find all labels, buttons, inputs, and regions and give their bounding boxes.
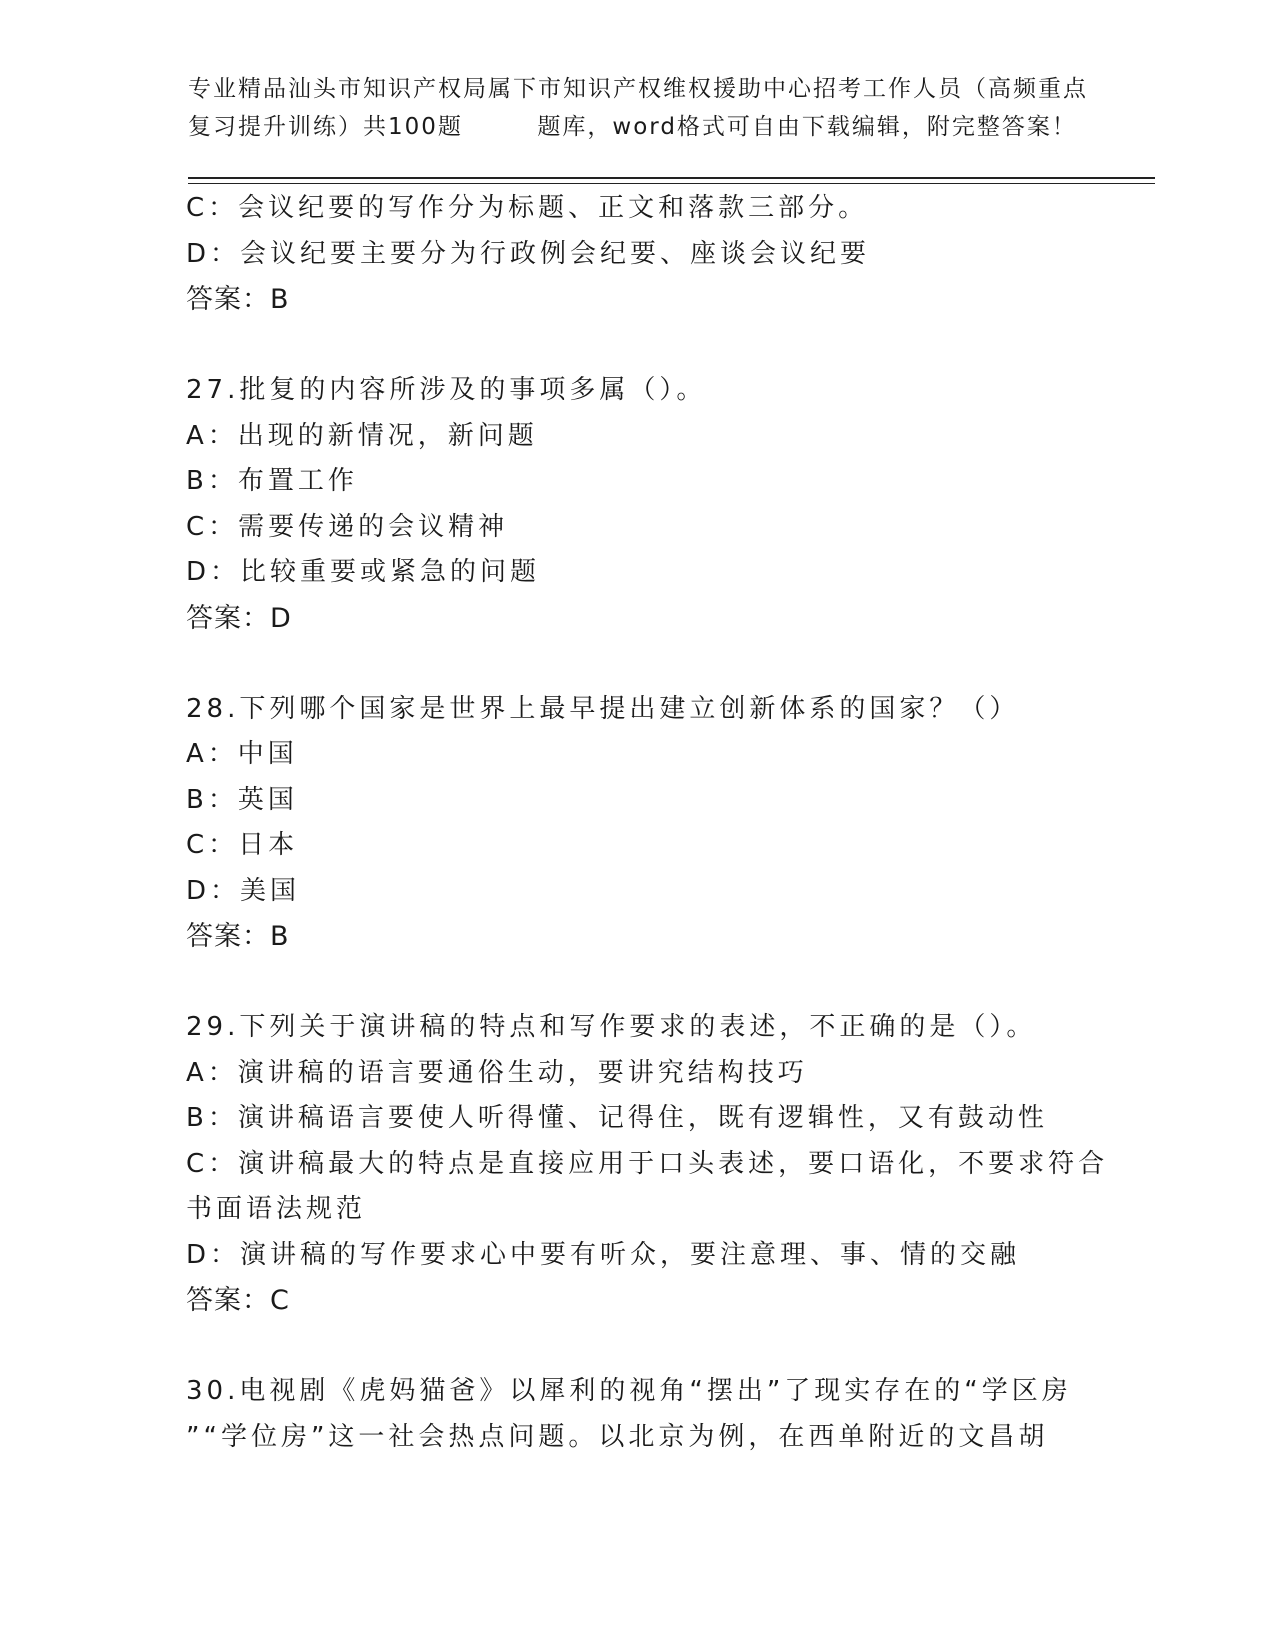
option-c: C：日本: [186, 830, 299, 860]
question-stem-continued: ”“学位房”这一社会热点问题。以北京为例，在西单附近的文昌胡: [186, 1421, 1049, 1452]
spacer: [186, 641, 1086, 687]
option-a: A：演讲稿的语言要通俗生动，要讲究结构技巧: [186, 1057, 808, 1088]
spacer: [186, 323, 1086, 369]
question-27: [186, 368, 1086, 641]
header-divider-thin: [188, 183, 1155, 184]
header-divider-thick: [188, 177, 1155, 179]
option-d: D：美国: [186, 875, 301, 906]
option-a: A：出现的新情况，新问题: [186, 420, 538, 451]
option-d: D：演讲稿的写作要求心中要有听众，要注意理、事、情的交融: [186, 1239, 1021, 1270]
spacer: [186, 960, 1086, 1006]
question-stem: 30.电视剧《虎妈猫爸》以犀利的视角“摆出”了现实存在的“学区房: [186, 1376, 1072, 1406]
question-28: [186, 687, 1086, 960]
question-30: [186, 1369, 1086, 1460]
question-stem: 29.下列关于演讲稿的特点和写作要求的表述，不正确的是（）。: [186, 1012, 1037, 1042]
option-c: C：需要传递的会议精神: [186, 511, 509, 542]
option-c-continued: 书面语法规范: [186, 1194, 367, 1224]
option-a: A：中国: [186, 739, 298, 769]
header-title-line-1: 专业精品汕头市知识产权局属下市知识产权维权援助中心招考工作人员（高频重点: [188, 76, 1088, 102]
option-d: D：比较重要或紧急的问题: [186, 557, 541, 587]
option-d: D：会议纪要主要分为行政例会纪要、座谈会议纪要: [186, 238, 871, 269]
question-29: [186, 1005, 1109, 1324]
option-c: C：会议纪要的写作分为标题、正文和落款三部分。: [186, 193, 869, 223]
answer-line: 答案：B: [186, 284, 290, 315]
answer-line: 答案：C: [186, 1285, 290, 1316]
question-list: [186, 186, 1109, 1460]
question-stem: 27.批复的内容所涉及的事项多属（）。: [186, 375, 707, 405]
document-header: [188, 70, 1088, 146]
option-b: B：英国: [186, 784, 298, 815]
option-c: C：演讲稿最大的特点是直接应用于口头表述，要口语化，不要求符合: [186, 1148, 1109, 1179]
question-stem: 28.下列哪个国家是世界上最早提出建立创新体系的国家？（）: [186, 693, 1020, 724]
answer-line: 答案：D: [186, 602, 292, 634]
answer-line: 答案：B: [186, 921, 290, 952]
option-b: B：布置工作: [186, 466, 358, 496]
question-26-tail: [186, 186, 1086, 323]
option-b: B：演讲稿语言要使人听得懂、记得住，既有逻辑性，又有鼓动性: [186, 1103, 1048, 1133]
spacer: [186, 1324, 1086, 1370]
header-title-line-2: 复习提升训练）共100题 题库，word格式可自由下载编辑，附完整答案！: [188, 114, 1077, 140]
